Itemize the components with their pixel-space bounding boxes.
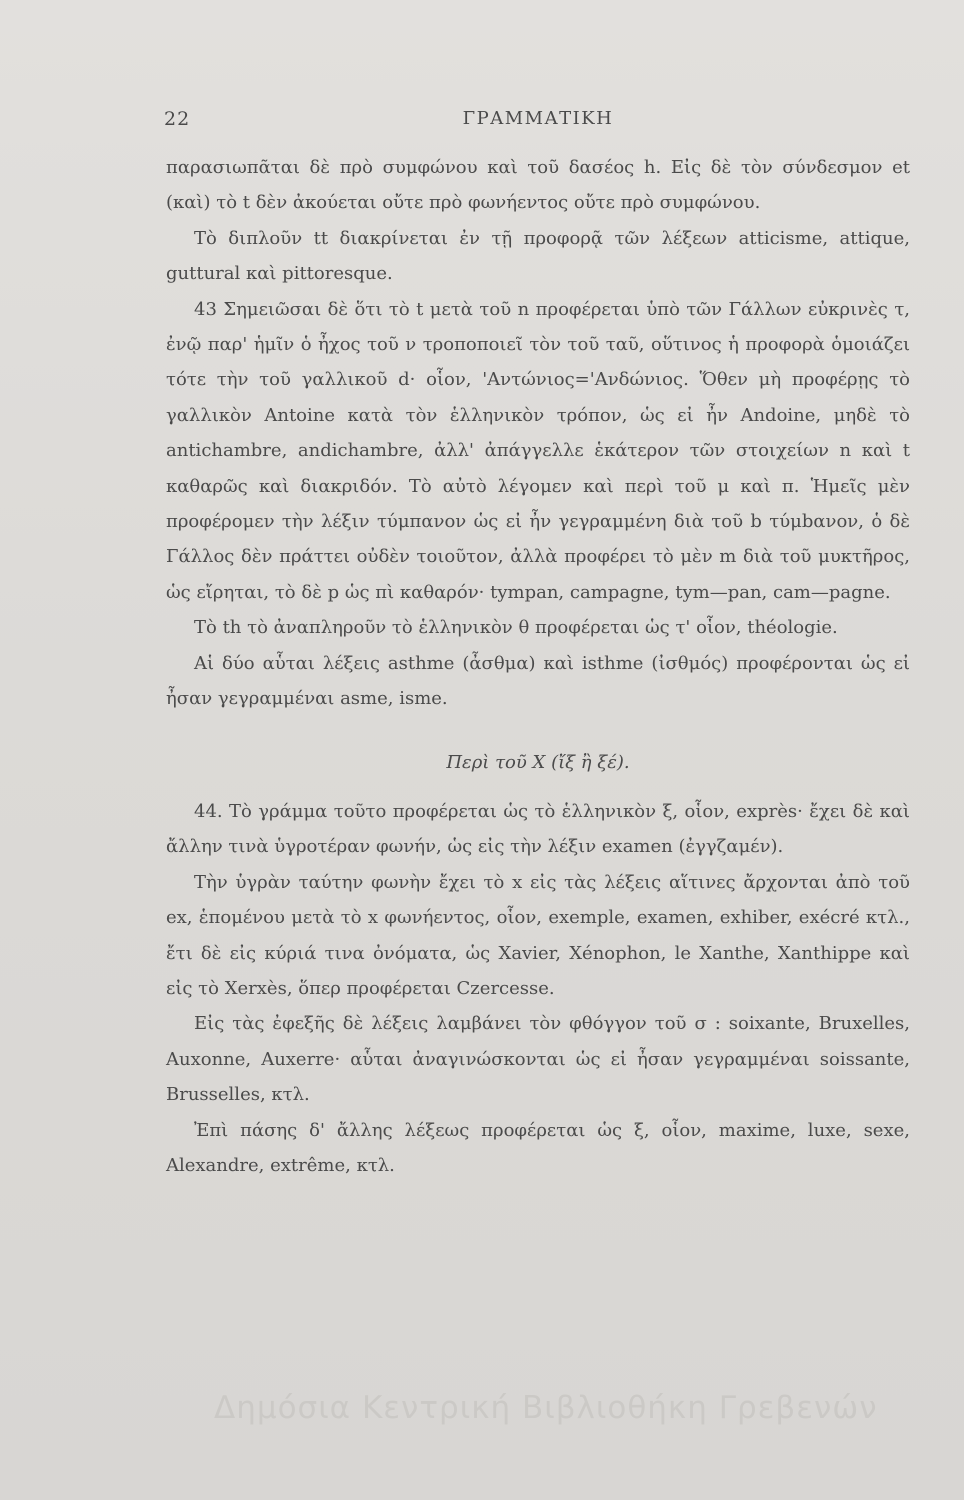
paragraph: Τὸ διπλοῦν tt διακρίνεται ἐν τῇ προφορᾷ τῶν λέξεων atticisme, attique, guttural καὶ pittoresque. [166,227,910,285]
section-heading: Περὶ τοῦ X (ἴξ ἢ ξέ). [446,751,630,773]
paragraph: 43 Σημειῶσαι δὲ ὅτι τὸ t μετὰ τοῦ n προφέρεται ὑπὸ τῶν Γάλλων εὐκρινὲς τ, ἐνῷ παρ' ἡμῖν ὁ ἦχος τοῦ ν τροποποιεῖ τὸν τοῦ ταῦ, οὕτινος ἡ προφορὰ ὁμοιάζει τότε τὴν τοῦ γαλλικοῦ d· οἷον, 'Αντώνιος='Ανδώνιος. Ὅθεν μὴ προφέρῃς τὸ γαλλικὸν Antoine κατὰ τὸν ἑλληνικὸν τρόπον, ὡς εἰ ἦν Andoine, μηδὲ τὸ antichambre, andichambre, ἀλλ' ἀπάγγελλε ἑκάτερον τῶν στοιχείων n καὶ t καθαρῶς καὶ διακριδόν. Τὸ αὐτὸ λέγομεν καὶ περὶ τοῦ μ καὶ π. Ἡμεῖς μὲν προφέρομεν τὴν λέξιν τύμπανον ὡς εἰ ἦν γεγραμμένη διὰ τοῦ b τύμbανον, ὁ δὲ Γάλλος δὲν πράττει οὐδὲν τοιοῦτον, ἀλλὰ προφέρει τὸ μὲν m διὰ τοῦ μυκτῆρος, ὡς εἴρηται, τὸ δὲ p ὡς πὶ καθαρόν· tympan, campagne, tym—pan, cam—pagne. [166,298,910,603]
body-text [166,150,910,1183]
paragraph: Τὴν ὑγρὰν ταύτην φωνὴν ἔχει τὸ x εἰς τὰς λέξεις αἵτινες ἄρχονται ἀπὸ τοῦ ex, ἑπομένου μετὰ τὸ x φωνήεντος, οἷον, exemple, examen, exhiber, exécré κτλ., ἔτι δὲ εἰς κύριά τινα ὀνόματα, ὡς Xavier, Xénophon, le Xanthe, Xanthippe καὶ εἰς τὸ Xerxès, ὅπερ προφέρεται Czercesse. [166,871,910,999]
running-title: ΓΡΑΜΜΑΤΙΚΗ [462,108,614,129]
paragraph: Εἰς τὰς ἐφεξῆς δὲ λέξεις λαμβάνει τὸν φθόγγον τοῦ σ : soixante, Bruxelles, Auxonne, Auxerre· αὗται ἀναγινώσκονται ὡς εἰ ἦσαν γεγραμμέναι soissante, Brusselles, κτλ. [166,1013,910,1106]
library-watermark: Δημόσια Κεντρική Βιβλιοθήκη Γρεβενών [214,1390,878,1426]
paragraph: Ἐπὶ πάσης δ' ἄλλης λέξεως προφέρεται ὡς ξ, οἷον, maxime, luxe, sexe, Alexandre, extrême, κτλ. [166,1119,910,1176]
page-number: 22 [164,108,191,130]
paragraph: Τὸ th τὸ ἀναπληροῦν τὸ ἑλληνικὸν θ προφέρεται ὡς τ' οἷον, théologie. [194,617,838,639]
page-header [164,108,912,136]
paragraph: Αἱ δύο αὗται λέξεις asthme (ἆσθμα) καὶ isthme (ἰσθμός) προφέρονται ὡς εἰ ἦσαν γεγραμμέναι asme, isme. [166,652,910,710]
paragraph: 44. Τὸ γράμμα τοῦτο προφέρεται ὡς τὸ ἑλληνικὸν ξ, οἷον, exprès· ἔχει δὲ καὶ ἄλλην τινὰ ὑγροτέραν φωνήν, ὡς εἰς τὴν λέξιν examen (ἐγγζαμέν). [166,800,910,858]
paragraph: παρασιωπᾶται δὲ πρὸ συμφώνου καὶ τοῦ δασέος h. Εἰς δὲ τὸν σύνδεσμον et (καὶ) τὸ t δὲν ἀκούεται οὔτε πρὸ φωνήεντος οὔτε πρὸ συμφώνου. [166,157,910,214]
